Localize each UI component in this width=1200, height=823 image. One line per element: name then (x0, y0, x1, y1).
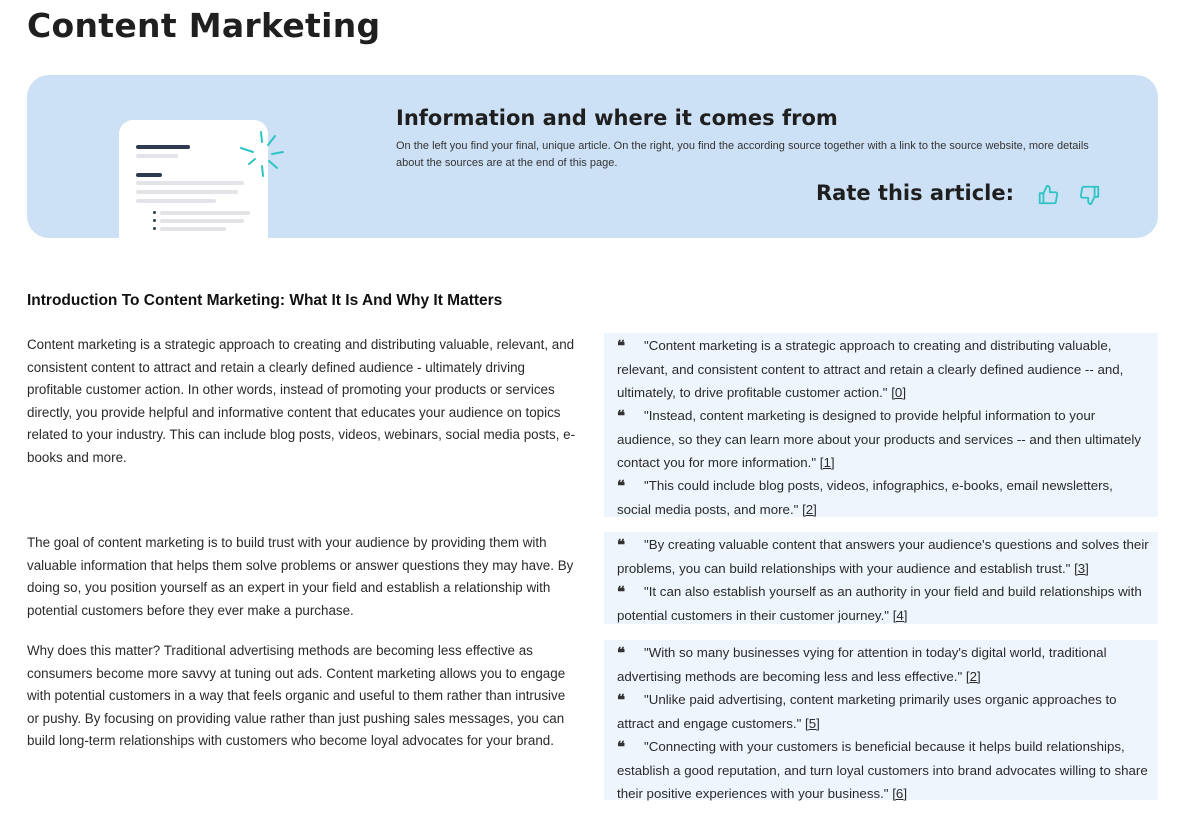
quote-icon: ❝ (617, 691, 626, 709)
quote-icon: ❝ (617, 407, 626, 425)
source-quote: ❝ "With so many businesses vying for attention in today's digital world, traditional advertising methods are becoming less and less effective." [2] (617, 644, 1107, 684)
article-heading: Introduction To Content Marketing: What It Is And Why It Matters (27, 292, 503, 309)
thumbs-down-icon[interactable] (1079, 184, 1101, 206)
banner-description: On the left you find your final, unique article. On the right, you find the according source together with a link to the source website, more details about the sources are at the end of this page. (396, 140, 1089, 169)
source-link[interactable]: [3] (1074, 561, 1089, 576)
source-quote: ❝ "By creating valuable content that answers your audience's questions and solves their problems, you can build relationships with your audience and establish trust." [3] (617, 536, 1149, 576)
article-paragraph: Why does this matter? Traditional advertising methods are becoming less effective as consumers become more savvy at tuning out ads. Content marketing allows you to engage with potential customers in a way that feels organic and useful to them rather than intrusive or pushy. By focusing on providing value rather than just pushing sales messages, you can build long-term relationships with customers who become loyal advocates for your brand. (27, 643, 566, 749)
quote-icon: ❝ (617, 738, 626, 756)
quote-icon: ❝ (617, 583, 626, 601)
source-quotes-box (604, 333, 1158, 517)
source-link[interactable]: [2] (802, 502, 817, 517)
source-quote: ❝ "Instead, content marketing is designed to provide helpful information to your audience, so they can learn more about your products and services -- and then ultimately contact you for more information." [1] (617, 407, 1142, 470)
page-title: Content Marketing (27, 6, 381, 45)
quote-icon: ❝ (617, 536, 626, 554)
sparkle-icon (235, 130, 291, 180)
info-banner (27, 75, 1158, 238)
source-link[interactable]: [0] (891, 385, 907, 400)
quote-icon: ❝ (617, 477, 626, 495)
source-quote: ❝ "Unlike paid advertising, content marketing primarily uses organic approaches to attract and engage customers." [5] (617, 691, 1117, 731)
rate-label: Rate this article: (816, 181, 1014, 205)
source-link[interactable]: [1] (819, 455, 835, 470)
source-quote: ❝ "Content marketing is a strategic approach to creating and distributing valuable, relevant, and consistent content to attract and retain a clearly defined audience -- and, ultimately, to drive profitable customer action." [0] (617, 337, 1124, 400)
source-quote: ❝ "This could include blog posts, videos, infographics, e-books, email newsletters, social media posts, and more." [2] (617, 477, 1113, 517)
thumbs-up-icon[interactable] (1037, 184, 1059, 206)
banner-heading: Information and where it comes from (396, 106, 838, 130)
source-quote: ❝ "Connecting with your customers is beneficial because it helps build relationships, establish a good reputation, and turn loyal customers into brand advocates willing to share their positive experiences with your business." [6] (617, 738, 1148, 801)
source-quotes-box (604, 640, 1158, 800)
source-link[interactable]: [2] (965, 669, 981, 684)
source-quote: ❝ "It can also establish yourself as an authority in your field and build relationships with potential customers in their customer journey." [4] (617, 583, 1142, 623)
source-quotes-box (604, 532, 1158, 624)
source-link[interactable]: [6] (892, 786, 908, 801)
quote-icon: ❝ (617, 337, 626, 355)
source-link[interactable]: [5] (805, 716, 820, 731)
quote-icon: ❝ (617, 644, 626, 662)
source-link[interactable]: [4] (892, 608, 908, 623)
article-paragraph: The goal of content marketing is to build trust with your audience by providing them with valuable information that helps them solve problems or answer questions they may have. By doing so, you position yourself as an expert in your field and establish a relationship with potential customers before they ever make a purchase. (27, 535, 574, 618)
article-paragraph: Content marketing is a strategic approach to creating and distributing valuable, relevant, and consistent content to attract and retain a clearly defined audience - ultimately driving profitable customer action. In other words, instead of promoting your products or services directly, you provide helpful and informative content that educates your audience on topics related to your industry. This can include blog posts, videos, webinars, social media posts, e-books and more. (27, 337, 576, 465)
